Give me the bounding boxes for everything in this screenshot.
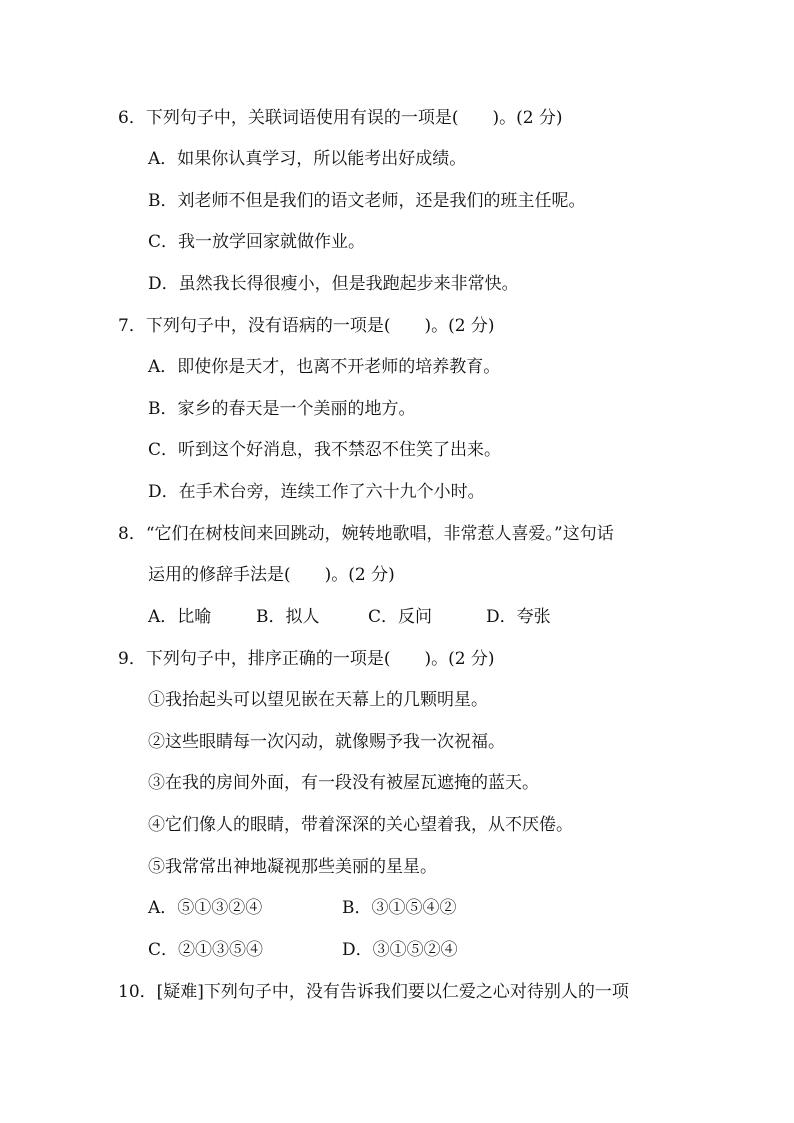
- question-9-option-a: A．⑤①③②④: [148, 898, 263, 918]
- question-9-sentence-3: ③在我的房间外面，有一段没有被屋瓦遮掩的蓝天。: [148, 773, 539, 793]
- question-8-options-row: [148, 605, 551, 629]
- question-6-option-b: B．刘老师不但是我们的语文老师，还是我们的班主任呢。: [148, 191, 586, 211]
- question-7-option-a: A．即使你是天才，也离不开老师的培养教育。: [148, 357, 501, 377]
- question-8-option-a: A．比喻: [148, 607, 212, 627]
- question-8-stem-line-1: 8．“它们在树枝间来回跳动，婉转地歌唱，非常惹人喜爱。”这句话: [118, 524, 614, 544]
- question-9-option-b: B．③①⑤④②: [342, 898, 457, 918]
- question-9-options-row-1: [148, 896, 457, 920]
- question-9-sentence-4: ④它们像人的眼睛，带着深深的关心望着我，从不厌倦。: [148, 815, 573, 835]
- question-7-option-b: B．家乡的春天是一个美丽的地方。: [148, 399, 416, 419]
- question-9-sentence-5: ⑤我常常出神地凝视那些美丽的星星。: [148, 857, 437, 877]
- question-7-option-d: D．在手术台旁，连续工作了六十九个小时。: [148, 482, 485, 502]
- question-7-stem: 7．下列句子中，没有语病的一项是( )。(2 分): [118, 316, 495, 336]
- question-10-stem: 10．[疑难]下列句子中，没有告诉我们要以仁爱之心对待别人的一项: [118, 982, 629, 1002]
- question-8-option-d: D．夸张: [486, 607, 551, 627]
- question-9-sentence-1: ①我抬起头可以望见嵌在天幕上的几颗明星。: [148, 690, 488, 710]
- question-8-option-c: C．反问: [368, 607, 433, 627]
- question-9-option-d: D．③①⑤②④: [342, 940, 458, 960]
- question-9-option-c: C．②①③⑤④: [148, 940, 264, 960]
- question-9-sentence-2: ②这些眼睛每一次闪动，就像赐予我一次祝福。: [148, 732, 505, 752]
- question-9-stem: 9．下列句子中，排序正确的一项是( )。(2 分): [118, 649, 495, 669]
- question-6-stem: 6．下列句子中，关联词语使用有误的一项是( )。(2 分): [118, 108, 563, 128]
- question-6-option-a: A．如果你认真学习，所以能考出好成绩。: [148, 149, 467, 169]
- question-8-option-b: B．拟人: [256, 607, 320, 627]
- question-8-stem-line-2: 运用的修辞手法是( )。(2 分): [148, 565, 395, 585]
- question-6-option-d: D．虽然我长得很瘦小，但是我跑起步来非常快。: [148, 274, 519, 294]
- question-9-options-row-2: [148, 938, 458, 962]
- question-6-option-c: C．我一放学回家就做作业。: [148, 232, 366, 252]
- question-7-option-c: C．听到这个好消息，我不禁忍不住笑了出来。: [148, 440, 502, 460]
